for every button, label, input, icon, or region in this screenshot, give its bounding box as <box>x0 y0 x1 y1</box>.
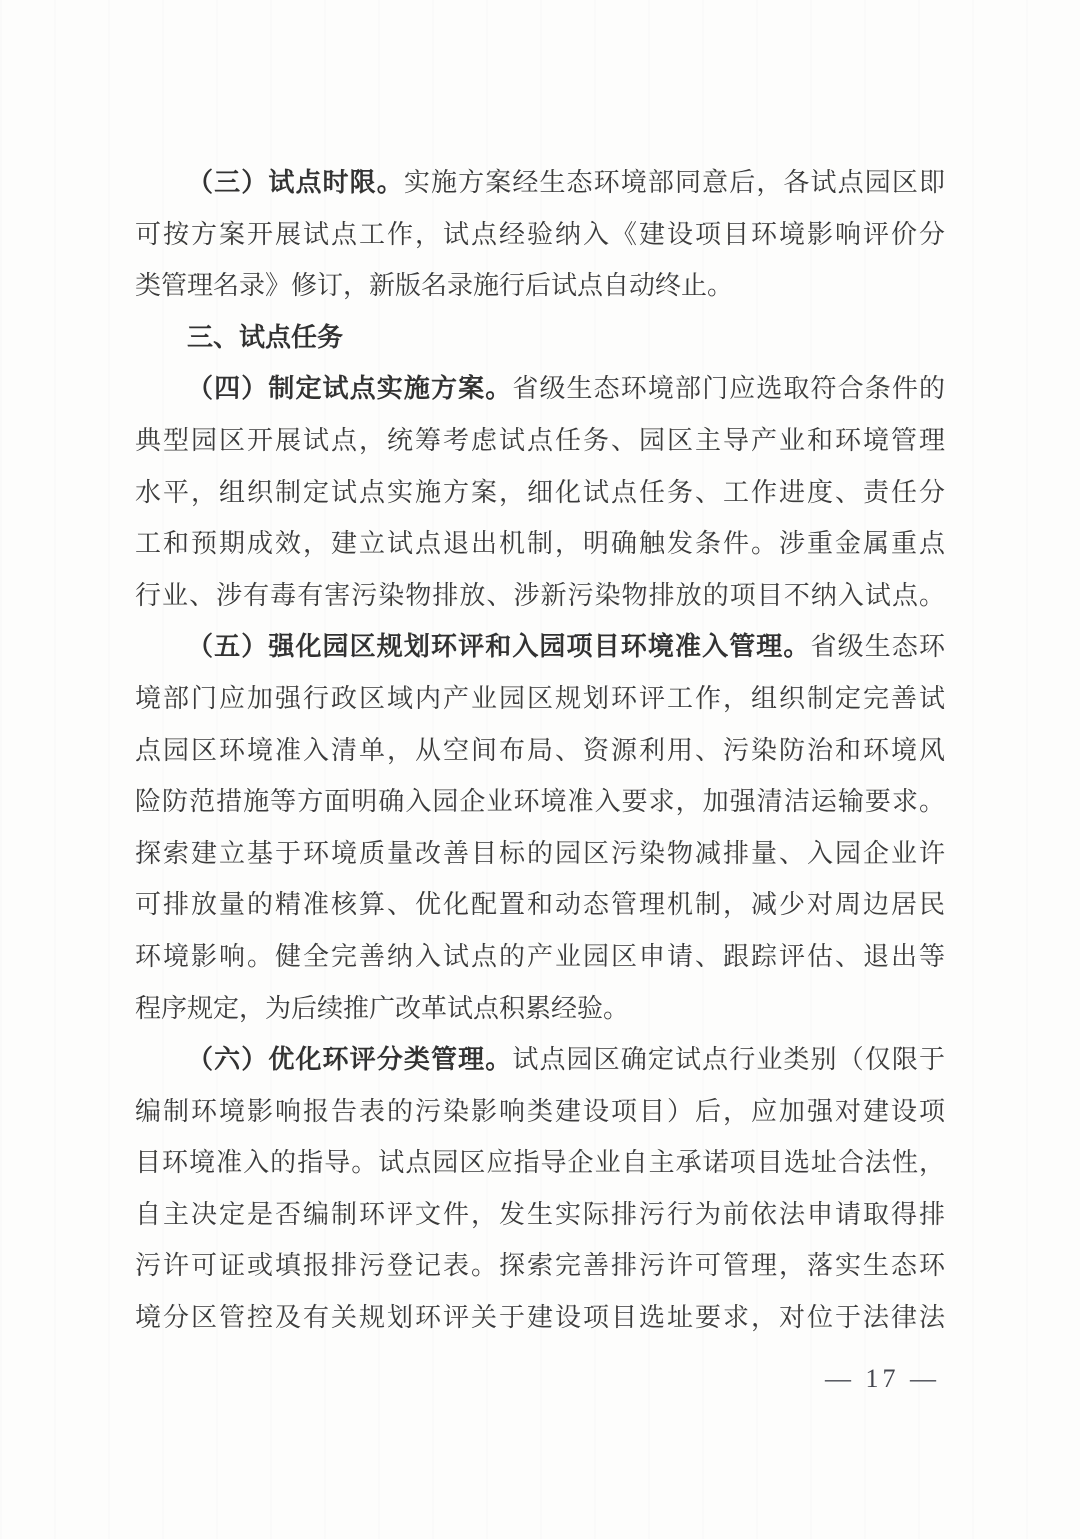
body-text: 险防范措施等方面明确入园企业环境准入要求，加强清洁运输要求。 <box>135 787 945 817</box>
text-line <box>135 931 945 983</box>
text-line <box>135 879 945 931</box>
text-line <box>135 363 945 415</box>
body-text: 境分区管控及有关规划环评关于建设项目选址要求，对位于法律法 <box>135 1303 945 1333</box>
body-text: 点园区环境准入清单，从空间布局、资源利用、污染防治和环境风 <box>135 735 945 765</box>
document-body <box>135 157 945 1344</box>
text-line <box>135 1137 945 1189</box>
text-line <box>135 1240 945 1292</box>
text-line <box>135 1189 945 1241</box>
text-line <box>135 1034 945 1086</box>
body-text: 探索建立基于环境质量改善目标的园区污染物减排量、入园企业许 <box>135 838 945 868</box>
body-text: 可排放量的精准核算、优化配置和动态管理机制，减少对周边居民 <box>135 890 945 920</box>
body-text: 水平，组织制定试点实施方案，细化试点任务、工作进度、责任分 <box>135 477 945 507</box>
text-line <box>135 415 945 467</box>
bold-lead-text: （六）优化环评分类管理。 <box>187 1045 513 1075</box>
text-line <box>135 467 945 519</box>
bold-lead-text: 三、试点任务 <box>187 322 344 352</box>
body-text: 可按方案开展试点工作，试点经验纳入《建设项目环境影响评价分 <box>135 219 945 249</box>
bold-lead-text: （五）强化园区规划环评和入园项目环境准入管理。 <box>187 632 811 662</box>
text-line <box>135 673 945 725</box>
body-text: 自主决定是否编制环评文件，发生实际排污行为前依法申请取得排 <box>135 1199 945 1229</box>
body-text: 程序规定，为后续推广改革试点积累经验。 <box>135 993 630 1023</box>
body-text: 典型园区开展试点，统筹考虑试点任务、园区主导产业和环境管理 <box>135 425 945 455</box>
text-line <box>135 570 945 622</box>
body-text: 省级生态环境部门应选取符合条件的 <box>512 374 945 404</box>
text-line <box>135 828 945 880</box>
text-line <box>135 209 945 261</box>
body-text: 目环境准入的指导。试点园区应指导企业自主承诺项目选址合法性， <box>135 1148 945 1178</box>
text-line <box>135 518 945 570</box>
body-text: 试点园区确定试点行业类别（仅限于 <box>512 1045 945 1075</box>
body-text: 省级生态环 <box>810 632 945 662</box>
text-line <box>135 776 945 828</box>
body-text: 实施方案经生态环境部同意后，各试点园区即 <box>403 168 945 197</box>
text-line <box>135 1086 945 1138</box>
text-line <box>135 621 945 673</box>
text-line <box>135 725 945 777</box>
body-text: 环境影响。健全完善纳入试点的产业园区申请、跟踪评估、退出等 <box>135 941 945 971</box>
bold-lead-text: （三）试点时限。 <box>187 168 404 197</box>
body-text: 编制环境影响报告表的污染影响类建设项目）后，应加强对建设项 <box>135 1096 945 1126</box>
page-number: — 17 — <box>825 1364 940 1393</box>
body-text: 工和预期成效，建立试点退出机制，明确触发条件。涉重金属重点 <box>135 529 945 559</box>
text-line <box>135 157 945 209</box>
body-text: 污许可证或填报排污登记表。探索完善排污许可管理，落实生态环 <box>135 1251 945 1281</box>
body-text: 行业、涉有毒有害污染物排放、涉新污染物排放的项目不纳入试点。 <box>135 580 945 610</box>
body-text: 境部门应加强行政区域内产业园区规划环评工作，组织制定完善试 <box>135 683 945 713</box>
text-line <box>135 1292 945 1344</box>
text-line <box>135 260 945 312</box>
text-line <box>135 983 945 1035</box>
section-heading <box>135 312 945 364</box>
body-text: 类管理名录》修订，新版名录施行后试点自动终止。 <box>135 271 734 301</box>
bold-lead-text: （四）制定试点实施方案。 <box>187 374 513 404</box>
